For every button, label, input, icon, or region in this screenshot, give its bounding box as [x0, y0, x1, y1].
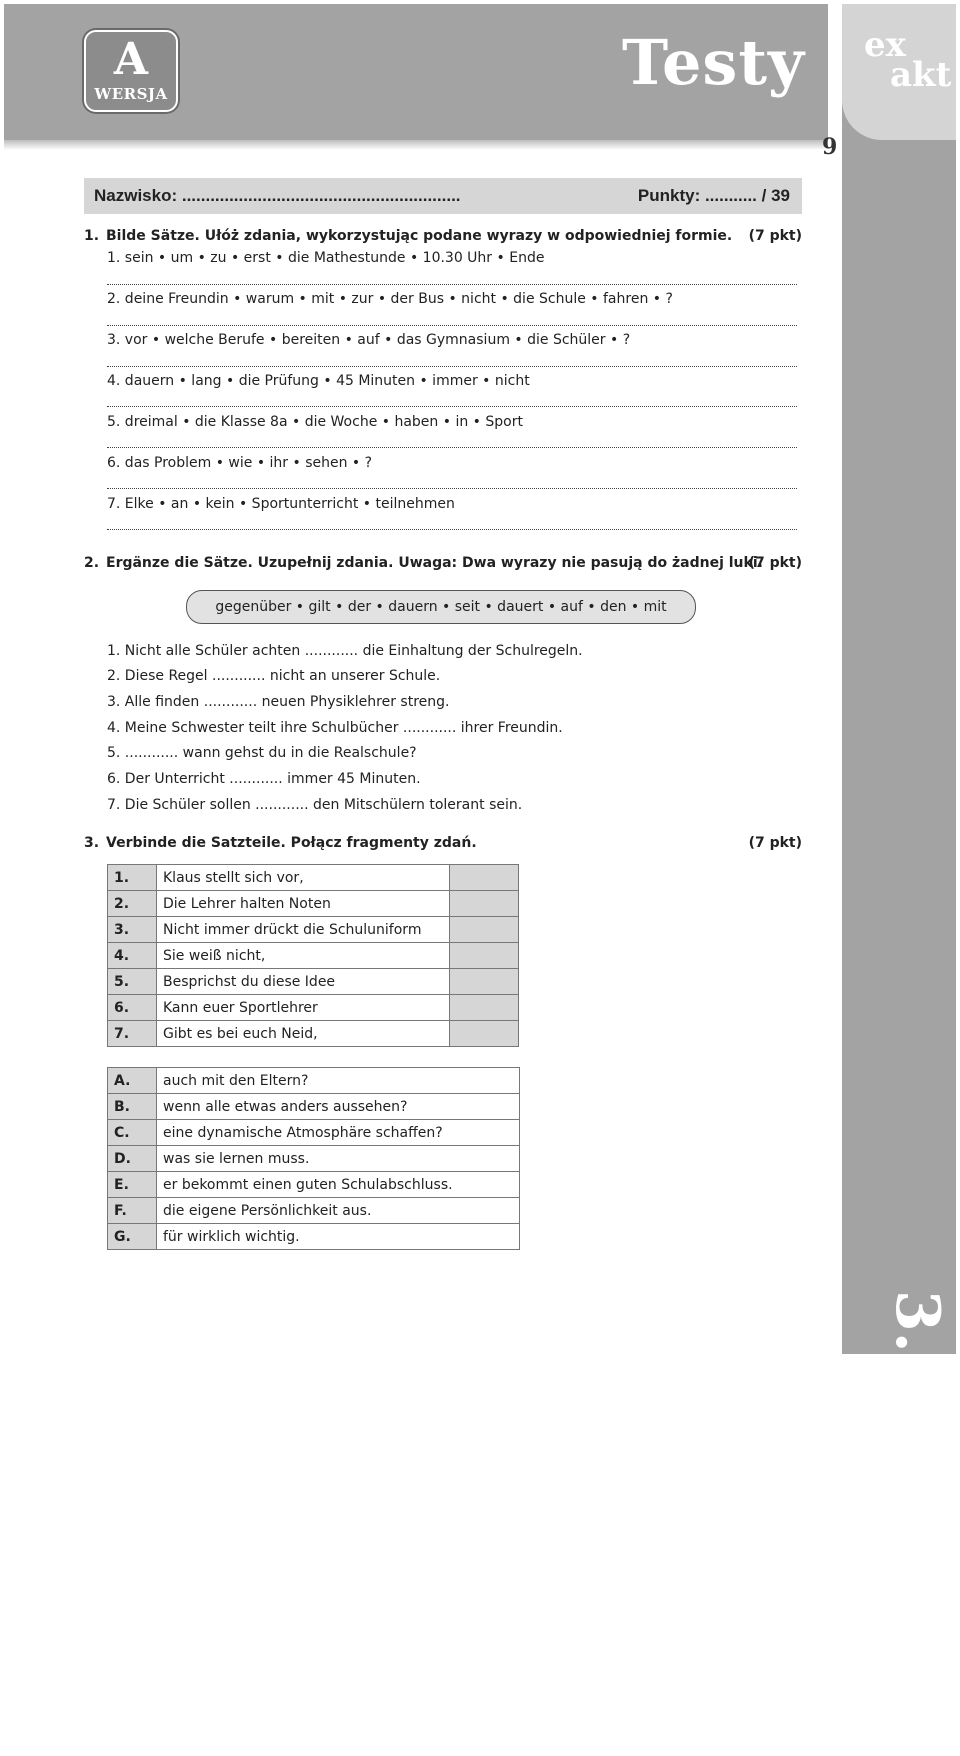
table-row [108, 969, 519, 995]
row-key: 2. [108, 891, 157, 917]
row-text: Sie weiß nicht, [157, 943, 450, 969]
row-key: 7. [108, 1021, 157, 1047]
row-key: C. [108, 1120, 157, 1146]
table-row [108, 865, 519, 891]
row-key: B. [108, 1094, 157, 1120]
name-points-bar [84, 178, 802, 214]
brand-logo [864, 25, 952, 95]
row-key: D. [108, 1146, 157, 1172]
task2-item[interactable]: 3. Alle finden ............ neuen Physiklehrer streng. [107, 694, 450, 710]
task1-item: 4. dauern • lang • die Prüfung • 45 Minuten • immer • nicht [107, 373, 530, 389]
task1-points: (7 pkt) [748, 228, 802, 244]
task3-number: 3. [84, 835, 100, 851]
answer-line[interactable] [107, 447, 797, 448]
table-row [108, 1120, 520, 1146]
brand-line2: akt [890, 55, 952, 95]
page-number: 9 [822, 134, 838, 160]
row-key: 3. [108, 917, 157, 943]
row-text: Nicht immer drückt die Schuluniform [157, 917, 450, 943]
task1-instruction: Bilde Sätze. Ułóż zdania, wykorzystując podane wyrazy w odpowiedniej formie. [106, 228, 733, 244]
table-row [108, 1198, 520, 1224]
table-row [108, 1094, 520, 1120]
row-text: wenn alle etwas anders aussehen? [157, 1094, 520, 1120]
task1-number: 1. [84, 228, 100, 244]
match-table-left [107, 864, 519, 1047]
answer-line[interactable] [107, 325, 797, 326]
table-row [108, 1021, 519, 1047]
word-bank: gegenüber • gilt • der • dauern • seit • dauert • auf • den • mit [186, 590, 696, 624]
task2-number: 2. [84, 555, 100, 571]
row-key: 5. [108, 969, 157, 995]
answer-cell[interactable] [450, 1021, 519, 1047]
answer-cell[interactable] [450, 865, 519, 891]
page-title: Testy [621, 26, 805, 99]
task2-points: (7 pkt) [748, 555, 802, 571]
header-shadow [4, 140, 828, 150]
task3-points: (7 pkt) [748, 835, 802, 851]
brand-line1: ex [864, 25, 906, 65]
task2-item[interactable]: 5. ............ wann gehst du in die Realschule? [107, 745, 417, 761]
chapter-title-vertical [842, 1290, 952, 1756]
side-strip [842, 4, 956, 1354]
table-row [108, 1146, 520, 1172]
row-text: was sie lernen muss. [157, 1146, 520, 1172]
match-table-right [107, 1067, 520, 1250]
task2-item[interactable]: 7. Die Schüler sollen ............ den Mitschülern tolerant sein. [107, 797, 523, 813]
table-row [108, 995, 519, 1021]
row-key: E. [108, 1172, 157, 1198]
table-row [108, 1172, 520, 1198]
task1-item: 2. deine Freundin • warum • mit • zur • der Bus • nicht • die Schule • fahren • ? [107, 291, 673, 307]
chapter-title-text: 3. Schulalltag [882, 1290, 952, 1756]
row-text: er bekommt einen guten Schulabschluss. [157, 1172, 520, 1198]
answer-cell[interactable] [450, 995, 519, 1021]
answer-line[interactable] [107, 284, 797, 285]
task1-item: 7. Elke • an • kein • Sportunterricht • teilnehmen [107, 496, 455, 512]
answer-line[interactable] [107, 366, 797, 367]
answer-line[interactable] [107, 529, 797, 530]
task1-item: 1. sein • um • zu • erst • die Mathestunde • 10.30 Uhr • Ende [107, 250, 545, 266]
row-text: Kann euer Sportlehrer [157, 995, 450, 1021]
row-text: die eigene Persönlichkeit aus. [157, 1198, 520, 1224]
name-field[interactable]: Nazwisko: ........................................................... [94, 186, 461, 205]
badge-word: WERSJA [94, 85, 168, 103]
version-badge [84, 30, 178, 112]
answer-line[interactable] [107, 406, 797, 407]
task2-instruction: Ergänze die Sätze. Uzupełnij zdania. Uwaga: Dwa wyrazy nie pasują do żadnej luki. [106, 555, 763, 571]
task1-item: 5. dreimal • die Klasse 8a • die Woche • haben • in • Sport [107, 414, 523, 430]
row-text: Klaus stellt sich vor, [157, 865, 450, 891]
row-text: Besprichst du diese Idee [157, 969, 450, 995]
row-key: 4. [108, 943, 157, 969]
task1-item: 6. das Problem • wie • ihr • sehen • ? [107, 455, 373, 471]
task2-item[interactable]: 2. Diese Regel ............ nicht an unserer Schule. [107, 668, 441, 684]
row-key: 6. [108, 995, 157, 1021]
answer-cell[interactable] [450, 917, 519, 943]
table-row [108, 917, 519, 943]
answer-cell[interactable] [450, 969, 519, 995]
points-field[interactable]: Punkty: ........... / 39 [637, 186, 790, 205]
answer-line[interactable] [107, 488, 797, 489]
row-key: A. [108, 1068, 157, 1094]
task1-item: 3. vor • welche Berufe • bereiten • auf • das Gymnasium • die Schüler • ? [107, 332, 631, 348]
row-key: F. [108, 1198, 157, 1224]
row-text: Die Lehrer halten Noten [157, 891, 450, 917]
row-key: 1. [108, 865, 157, 891]
row-text: Gibt es bei euch Neid, [157, 1021, 450, 1047]
table-row [108, 943, 519, 969]
task2-item[interactable]: 6. Der Unterricht ............ immer 45 Minuten. [107, 771, 421, 787]
answer-cell[interactable] [450, 891, 519, 917]
row-text: für wirklich wichtig. [157, 1224, 520, 1250]
row-text: auch mit den Eltern? [157, 1068, 520, 1094]
task2-item[interactable]: 4. Meine Schwester teilt ihre Schulbücher ............ ihrer Freundin. [107, 720, 563, 736]
table-row [108, 891, 519, 917]
table-row [108, 1224, 520, 1250]
table-row [108, 1068, 520, 1094]
answer-cell[interactable] [450, 943, 519, 969]
row-key: G. [108, 1224, 157, 1250]
task3-instruction: Verbinde die Satzteile. Połącz fragmenty zdań. [106, 835, 477, 851]
row-text: eine dynamische Atmosphäre schaffen? [157, 1120, 520, 1146]
badge-letter: A [113, 34, 149, 85]
task2-item[interactable]: 1. Nicht alle Schüler achten ............ die Einhaltung der Schulregeln. [107, 643, 583, 659]
